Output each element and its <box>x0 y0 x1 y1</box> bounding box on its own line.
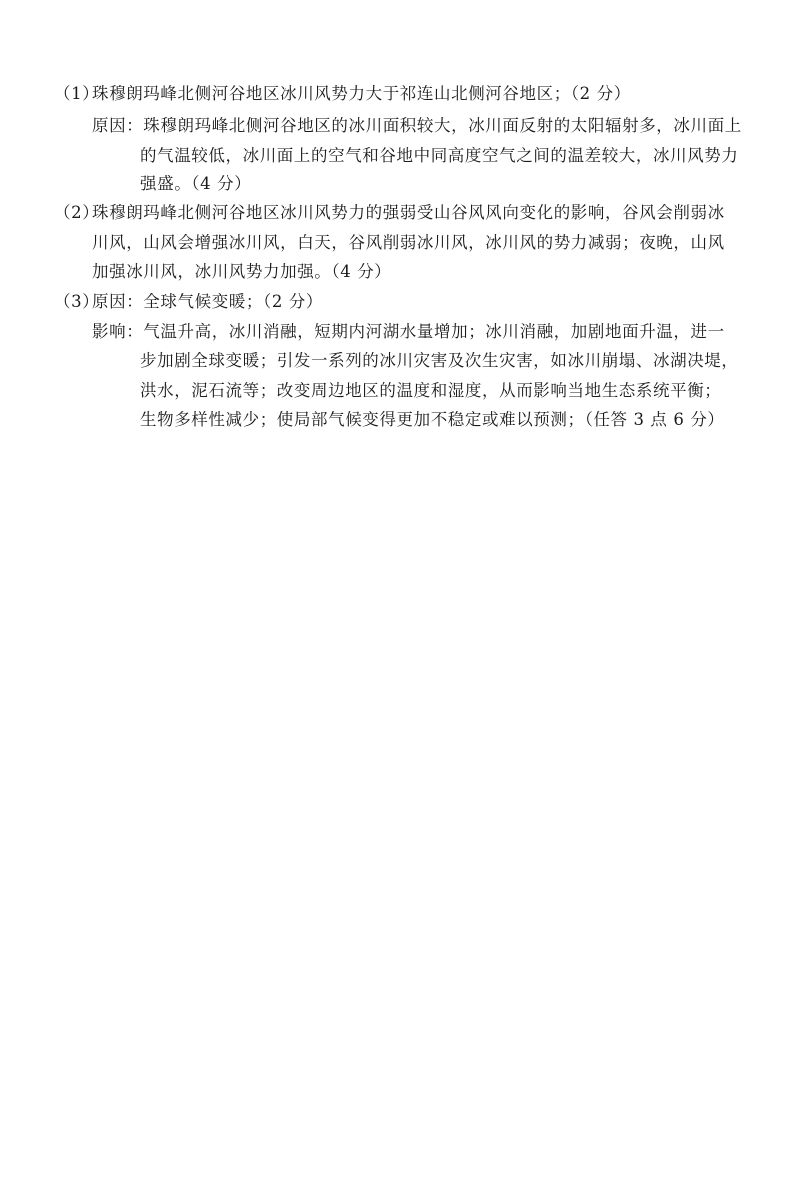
q1-statement: 珠穆朗玛峰北侧河谷地区冰川风势力大于祁连山北侧河谷地区；（2 分） <box>92 84 631 103</box>
q1-number: （1） <box>54 84 100 103</box>
q2-line-1: 珠穆朗玛峰北侧河谷地区冰川风势力的强弱受山谷风风向变化的影响，谷风会削弱冰 <box>92 203 725 222</box>
q3-impact-line-1: 影响：气温升高，冰川消融，短期内河湖水量增加；冰川消融，加剧地面升温，进一 <box>92 322 725 341</box>
q3-reason: 原因：全球气候变暖；（2 分） <box>92 292 323 311</box>
q2-number: （2） <box>54 203 100 222</box>
q3-number: （3） <box>54 292 100 311</box>
q3-impact-line-2: 步加剧全球变暖；引发一系列的冰川灾害及次生灾害，如冰川崩塌、冰湖决堤， <box>140 351 739 370</box>
q1-reason-line-2: 的气温较低，冰川面上的空气和谷地中同高度空气之间的温差较大，冰川风势力 <box>140 146 739 165</box>
q2-line-2: 川风，山风会增强冰川风，白天，谷风削弱冰川风，冰川风的势力减弱；夜晚，山风 <box>92 233 725 252</box>
q1-reason-line-3: 强盛。（4 分） <box>140 174 252 193</box>
q3-impact-line-3: 洪水，泥石流等；改变周边地区的温度和湿度，从而影响当地生态系统平衡； <box>140 381 722 400</box>
q1-reason-line-1: 原因：珠穆朗玛峰北侧河谷地区的冰川面积较大，冰川面反射的太阳辐射多，冰川面上 <box>92 116 742 135</box>
q3-impact-line-4: 生物多样性减少；使局部气候变得更加不稳定或难以预测；（任答 3 点 6 分） <box>140 410 725 429</box>
q2-line-3: 加强冰川风，冰川风势力加强。（4 分） <box>92 262 392 281</box>
